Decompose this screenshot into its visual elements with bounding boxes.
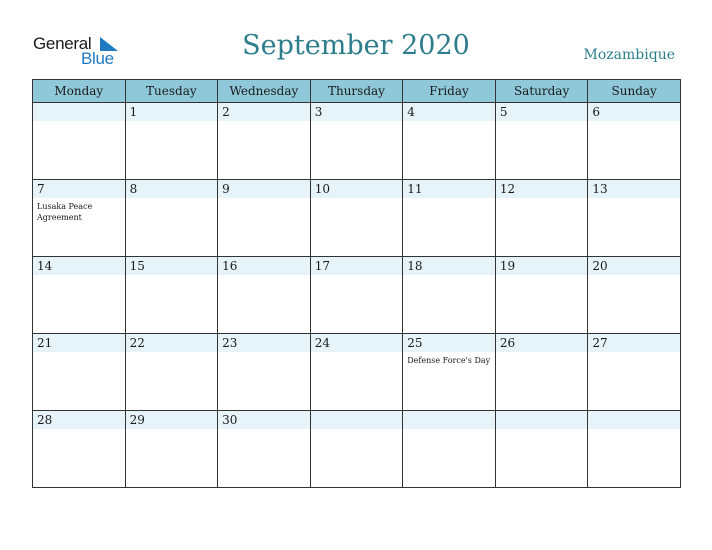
weekday-header: Friday bbox=[403, 80, 496, 103]
day-number: 22 bbox=[129, 336, 145, 350]
holiday-label: Defense Force's Day bbox=[407, 356, 491, 365]
day-band bbox=[218, 103, 310, 121]
week-row bbox=[33, 257, 681, 334]
day-number: 17 bbox=[314, 259, 330, 273]
week-row bbox=[33, 180, 681, 257]
day-number: 25 bbox=[407, 336, 423, 350]
day-cell bbox=[33, 103, 126, 180]
day-cell bbox=[588, 334, 681, 411]
day-number: 1 bbox=[129, 105, 138, 119]
day-band bbox=[311, 411, 403, 429]
day-cell bbox=[33, 334, 126, 411]
day-cell bbox=[588, 180, 681, 257]
day-cell bbox=[310, 103, 403, 180]
day-band bbox=[218, 180, 310, 198]
day-cell bbox=[403, 334, 496, 411]
week-row bbox=[33, 103, 681, 180]
day-cell bbox=[310, 411, 403, 488]
day-cell bbox=[495, 334, 588, 411]
day-cell bbox=[125, 257, 218, 334]
day-number: 19 bbox=[499, 259, 516, 273]
day-band bbox=[126, 103, 218, 121]
day-number: 14 bbox=[37, 259, 53, 273]
day-cell bbox=[495, 411, 588, 488]
day-band bbox=[33, 103, 125, 121]
day-number: 7 bbox=[37, 182, 45, 196]
day-cell bbox=[310, 334, 403, 411]
calendar-title: September 2020 bbox=[242, 30, 470, 61]
day-cell bbox=[588, 257, 681, 334]
day-cell bbox=[218, 180, 311, 257]
day-cell bbox=[33, 257, 126, 334]
day-cell bbox=[495, 103, 588, 180]
day-number: 23 bbox=[222, 336, 238, 350]
day-cell bbox=[588, 103, 681, 180]
weekday-header: Tuesday bbox=[125, 80, 218, 103]
day-cell bbox=[588, 411, 681, 488]
day-cell bbox=[403, 411, 496, 488]
day-band bbox=[588, 411, 680, 429]
day-number: 21 bbox=[37, 336, 53, 350]
logo-word-general: General bbox=[33, 34, 92, 53]
day-cell bbox=[403, 103, 496, 180]
day-band bbox=[126, 180, 218, 198]
day-band bbox=[33, 180, 125, 198]
day-number: 15 bbox=[129, 259, 145, 273]
day-number: 8 bbox=[129, 182, 138, 196]
weekday-header: Thursday bbox=[310, 80, 403, 103]
day-number: 27 bbox=[592, 336, 608, 350]
day-number: 3 bbox=[314, 105, 323, 119]
day-cell bbox=[495, 180, 588, 257]
weekday-header: Saturday bbox=[495, 80, 588, 103]
day-cell bbox=[310, 257, 403, 334]
day-number: 26 bbox=[499, 336, 516, 350]
weekday-header: Monday bbox=[33, 80, 126, 103]
day-number: 5 bbox=[499, 105, 508, 119]
day-cell bbox=[125, 334, 218, 411]
day-number: 28 bbox=[37, 413, 53, 427]
day-number: 20 bbox=[592, 259, 608, 273]
holiday-label: Lusaka Peace Agreement bbox=[37, 202, 93, 222]
day-number: 13 bbox=[592, 182, 608, 196]
day-cell bbox=[33, 180, 126, 257]
day-number: 30 bbox=[222, 413, 238, 427]
day-number: 12 bbox=[499, 182, 516, 196]
logo-word-blue: Blue bbox=[81, 49, 114, 68]
day-cell bbox=[218, 411, 311, 488]
week-row bbox=[33, 411, 681, 488]
day-number: 24 bbox=[314, 336, 330, 350]
weekday-header-row bbox=[33, 80, 681, 103]
day-band bbox=[496, 411, 588, 429]
day-number: 4 bbox=[407, 105, 415, 119]
weekday-header: Sunday bbox=[588, 80, 681, 103]
day-number: 16 bbox=[222, 259, 238, 273]
weekday-header: Wednesday bbox=[218, 80, 311, 103]
day-band bbox=[403, 411, 495, 429]
day-cell bbox=[218, 103, 311, 180]
week-row bbox=[33, 334, 681, 411]
day-cell bbox=[495, 257, 588, 334]
day-cell bbox=[218, 334, 311, 411]
day-cell bbox=[33, 411, 126, 488]
day-cell bbox=[403, 180, 496, 257]
day-cell bbox=[125, 411, 218, 488]
day-cell bbox=[125, 180, 218, 257]
day-number: 6 bbox=[592, 105, 601, 119]
day-band bbox=[496, 103, 588, 121]
day-number: 11 bbox=[407, 182, 423, 196]
day-cell bbox=[310, 180, 403, 257]
day-cell bbox=[125, 103, 218, 180]
day-band bbox=[311, 103, 403, 121]
country-label: Mozambique bbox=[583, 47, 675, 63]
day-band bbox=[403, 103, 495, 121]
day-number: 29 bbox=[129, 413, 145, 427]
day-cell bbox=[403, 257, 496, 334]
calendar-grid bbox=[32, 79, 681, 488]
day-cell bbox=[218, 257, 311, 334]
day-number: 9 bbox=[222, 182, 230, 196]
day-number: 18 bbox=[407, 259, 423, 273]
day-band bbox=[588, 103, 680, 121]
day-number: 2 bbox=[222, 105, 230, 119]
day-number: 10 bbox=[314, 182, 330, 196]
